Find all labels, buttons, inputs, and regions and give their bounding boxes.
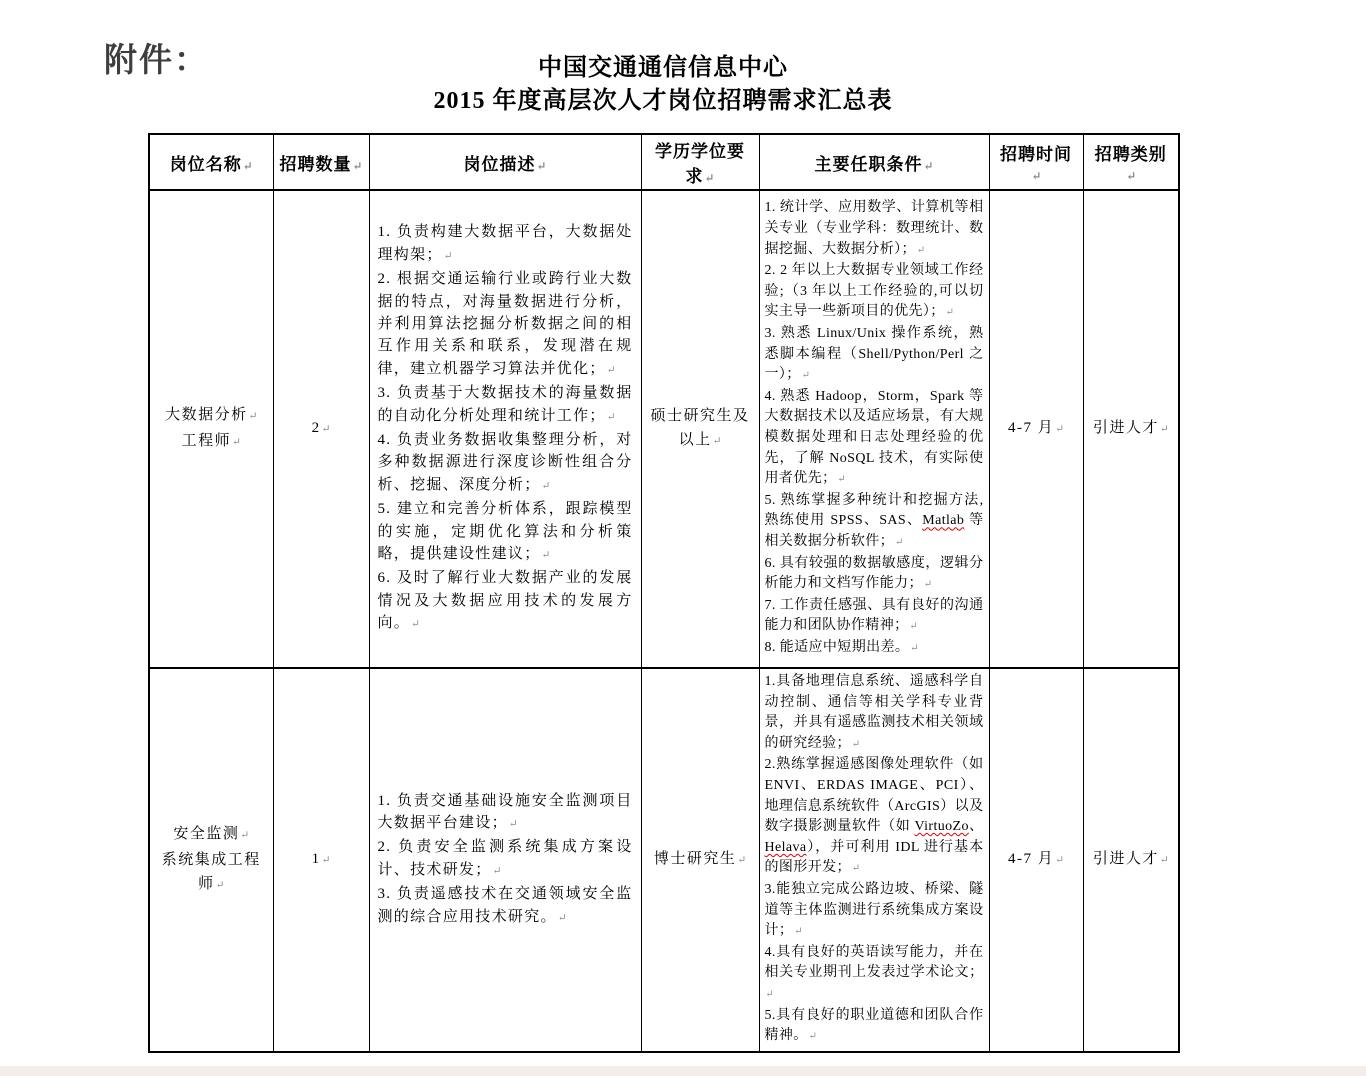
paragraph: 8. 能适应中短期出差。 ↵ [765,638,984,660]
paragraph: 4. 熟悉 Hadoop，Storm，Spark 等大数据技术以及适应场景，有大规模数据处理和日志处理经验的优先，了解 NoSQL 技术，有实际使用者优先； ↵ [765,387,984,491]
table-row [149,190,1179,668]
table-header-row [149,134,1179,190]
paragraph: 4.具有良好的英语读写能力，并在相关专业期刊上发表过学术论文； ↵ [765,943,984,1006]
cell-category [1083,190,1179,668]
paragraph: 博士研究生 ↵ [648,847,753,873]
paragraph: 6. 及时了解行业大数据产业的发展情况及大数据应用技术的发展方向。 ↵ [378,567,633,636]
spellcheck-word: Matlab [922,513,965,529]
paragraph: 1. 负责交通基础设施安全监测项目大数据平台建设； ↵ [378,790,633,837]
cell-description [369,190,641,668]
paragraph: 2. 根据交通运输行业或跨行业大数据的特点，对海量数据进行分析，并利用算法挖掘分析数据之间的相互作用关系和联系，发现潜在规律，建立机器学习算法并优化； ↵ [378,268,633,382]
cell-qualifications [759,190,989,668]
paragraph: 工程师 ↵ [156,429,267,455]
paragraph: 岗位描述 ↵ [376,150,635,175]
recruitment-table [148,133,1180,1053]
spellcheck-word: Helava [764,839,807,855]
paragraph: 1. 统计学、应用数学、计算机等相关专业（专业学科：数理统计、数据挖掘、大数据分析）； ↵ [765,198,984,261]
page-bottom-edge [0,1066,1366,1076]
paragraph: 4. 负责业务数据收集整理分析，对多种数据源进行深度诊断性组合分析、挖掘、深度分析； ↵ [378,429,633,498]
paragraph: 招聘类别 ↵ [1090,140,1173,185]
paragraph: 引进人才 ↵ [1090,416,1173,442]
paragraph: 硕士研究生及以上 ↵ [648,404,753,454]
paragraph: 4-7 月 ↵ [996,847,1077,873]
cell-education [641,668,759,1052]
cell-education [641,190,759,668]
paragraph: 引进人才 ↵ [1090,847,1173,873]
cell-qualifications [759,668,989,1052]
header-cell [369,134,641,190]
paragraph: 岗位名称 ↵ [156,150,267,175]
header-cell [641,134,759,190]
cell-position [149,668,273,1052]
paragraph: 安全监测 ↵ [156,822,267,848]
header-cell [759,134,989,190]
paragraph: 1 ↵ [280,847,363,873]
paragraph: 3.能独立完成公路边坡、桥梁、隧道等主体监测进行系统集成方案设计； ↵ [765,880,984,943]
paragraph: 招聘数量 ↵ [280,150,363,175]
cell-quantity [273,668,369,1052]
paragraph: 主要任职条件 ↵ [766,150,983,175]
paragraph: 2. 负责安全监测系统集成方案设计、技术研发； ↵ [378,836,633,883]
paragraph: 学历学位要求 ↵ [648,137,753,187]
paragraph: 2 ↵ [280,416,363,442]
table-body [149,190,1179,1052]
paragraph: 7. 工作责任感强、具有良好的沟通能力和团队协作精神； ↵ [765,596,984,638]
cell-category [1083,668,1179,1052]
header-cell [273,134,369,190]
document-title [148,52,1178,118]
paragraph: 5. 建立和完善分析体系，跟踪模型的实施，定期优化算法和分析策略，提供建设性建议； ↵ [378,498,633,567]
attachment-label: 附件： [104,41,209,78]
doc-title-line2: 2015 年度高层次人才岗位招聘需求汇总表 [433,88,893,114]
cell-quantity [273,190,369,668]
table-row [149,668,1179,1052]
cell-time [989,190,1083,668]
paragraph: 3. 负责遥感技术在交通领域安全监测的综合应用技术研究。 ↵ [378,883,633,930]
header-cell [149,134,273,190]
paragraph: 6. 具有较强的数据敏感度，逻辑分析能力和文档写作能力； ↵ [765,554,984,596]
paragraph: 3. 负责基于大数据技术的海量数据的自动化分析处理和统计工作； ↵ [378,382,633,429]
paragraph: 1.具备地理信息系统、遥感科学自动控制、通信等相关学科专业背景，并具有遥感监测技术相关领域的研究经验； ↵ [765,672,984,755]
paragraph: 2. 2 年以上大数据专业领域工作经验;（3 年以上工作经验的,可以切实主导一些新项目的优先）； ↵ [765,261,984,324]
paragraph: 3. 熟悉 Linux/Unix 操作系统，熟悉脚本编程（Shell/Python/Perl 之一）； ↵ [765,324,984,387]
cell-description [369,668,641,1052]
paragraph: 4-7 月 ↵ [996,416,1077,442]
paragraph: 系统集成工程师 ↵ [156,848,267,898]
cell-position [149,190,273,668]
paragraph: 1. 负责构建大数据平台，大数据处理构架； ↵ [378,221,633,268]
paragraph: 招聘时间 ↵ [996,140,1077,185]
paragraph: 5. 熟练掌握多种统计和挖掘方法,熟练使用 SPSS、SAS、Matlab 等相关数据分析软件； ↵ [765,491,984,554]
doc-title-line1: 中国交通通信信息中心 [538,55,788,81]
cell-time [989,668,1083,1052]
header-cell [1083,134,1179,190]
paragraph: 2.熟练掌握遥感图像处理软件（如 ENVI、ERDAS IMAGE、PCI）、地理信息系统软件（ArcGIS）以及数字摄影测量软件（如 VirtuoZo、Helava），并可利用 IDL 进行基本的图形开发； ↵ [765,755,984,880]
paragraph: 大数据分析 ↵ [156,403,267,429]
header-cell [989,134,1083,190]
spellcheck-word: VirtuoZo [914,819,969,835]
paragraph: 5.具有良好的职业道德和团队合作精神。 ↵ [765,1006,984,1048]
